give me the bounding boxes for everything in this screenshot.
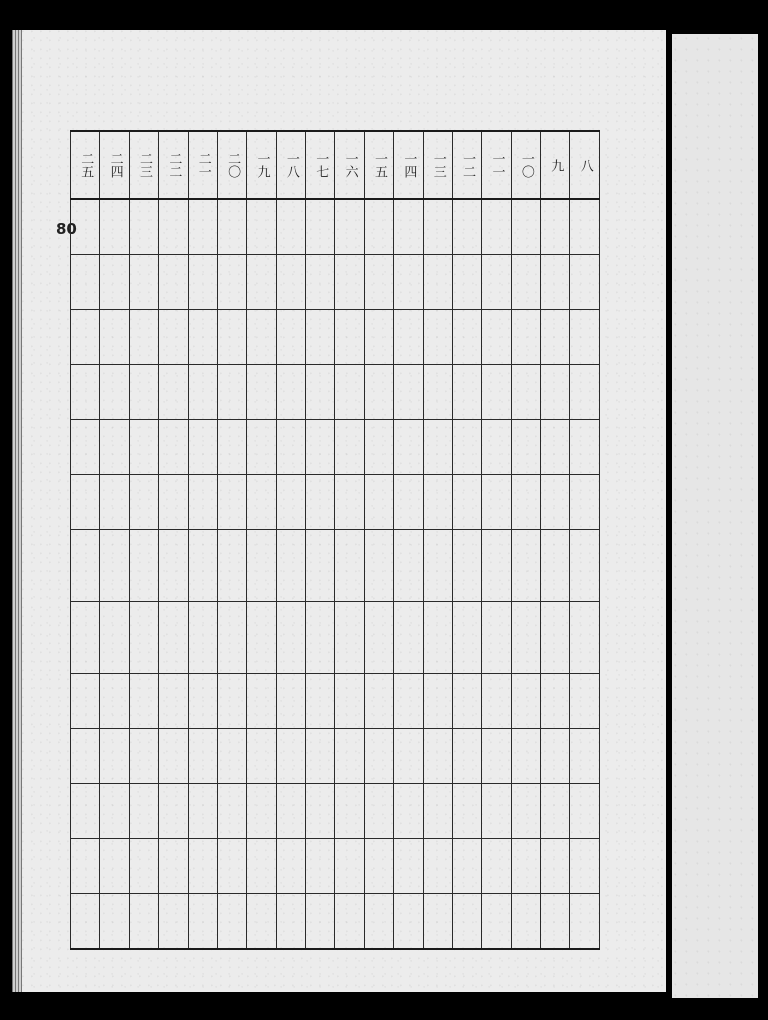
table-row — [71, 728, 600, 783]
column-header: 九 — [541, 131, 570, 199]
table-row — [71, 783, 600, 838]
table-cell — [188, 601, 217, 673]
table-cell — [482, 365, 511, 420]
table-cell — [71, 310, 100, 365]
table-cell — [541, 255, 570, 310]
table-cell — [159, 199, 188, 255]
table-cell — [100, 601, 129, 673]
column-header: 二四 — [100, 131, 129, 199]
table-cell — [452, 199, 481, 255]
column-header: 二二 — [159, 131, 188, 199]
table-cell — [452, 601, 481, 673]
table-cell — [364, 199, 393, 255]
column-header: 一七 — [306, 131, 335, 199]
table-cell — [423, 420, 452, 475]
table-cell — [159, 728, 188, 783]
table-cell — [482, 420, 511, 475]
table-cell — [188, 255, 217, 310]
table-cell — [247, 365, 276, 420]
table-cell — [452, 673, 481, 728]
table-cell — [306, 310, 335, 365]
table-cell — [452, 728, 481, 783]
table-row — [71, 255, 600, 310]
table-cell — [541, 783, 570, 838]
table-cell — [71, 673, 100, 728]
table-cell — [452, 365, 481, 420]
column-header: 一二 — [452, 131, 481, 199]
table-cell — [217, 673, 246, 728]
table-cell — [217, 475, 246, 530]
table-cell — [511, 673, 540, 728]
table-cell — [306, 601, 335, 673]
table-cell — [129, 838, 158, 893]
table-cell — [364, 365, 393, 420]
table-cell — [159, 783, 188, 838]
table-cell — [452, 420, 481, 475]
table-cell — [159, 838, 188, 893]
table-cell — [335, 530, 364, 602]
table-cell — [100, 530, 129, 602]
table-cell — [570, 893, 600, 949]
table-cell — [335, 420, 364, 475]
table-cell — [129, 199, 158, 255]
table-cell — [482, 310, 511, 365]
table-cell — [159, 893, 188, 949]
table-cell — [188, 838, 217, 893]
table-cell — [188, 199, 217, 255]
table-cell — [159, 673, 188, 728]
table-cell — [188, 420, 217, 475]
table-row — [71, 310, 600, 365]
table-cell — [100, 365, 129, 420]
table-cell — [364, 255, 393, 310]
table-cell — [276, 673, 305, 728]
table-cell — [71, 420, 100, 475]
table-cell — [276, 728, 305, 783]
table-cell — [511, 199, 540, 255]
table-cell — [570, 199, 600, 255]
table-cell — [423, 310, 452, 365]
table-cell — [570, 420, 600, 475]
column-header: 一五 — [364, 131, 393, 199]
table-cell — [452, 255, 481, 310]
table-cell — [129, 255, 158, 310]
table-cell — [71, 365, 100, 420]
table-cell — [129, 530, 158, 602]
table-cell — [394, 199, 423, 255]
column-header: 一八 — [276, 131, 305, 199]
table-cell — [482, 255, 511, 310]
table-cell — [570, 838, 600, 893]
column-header: 一六 — [335, 131, 364, 199]
table-cell — [335, 310, 364, 365]
table-cell — [129, 893, 158, 949]
table-cell — [306, 475, 335, 530]
table-cell — [217, 728, 246, 783]
table-row — [71, 420, 600, 475]
table-cell — [541, 420, 570, 475]
table-cell — [541, 310, 570, 365]
table-cell — [482, 783, 511, 838]
table-cell — [570, 475, 600, 530]
table-row — [71, 893, 600, 949]
table-cell — [394, 475, 423, 530]
table-cell — [570, 673, 600, 728]
table-cell — [423, 728, 452, 783]
table-cell — [364, 783, 393, 838]
table-cell — [100, 310, 129, 365]
table-cell — [335, 893, 364, 949]
table-cell — [188, 310, 217, 365]
table-cell — [247, 673, 276, 728]
table-cell — [452, 310, 481, 365]
table-cell — [452, 475, 481, 530]
table-cell — [159, 310, 188, 365]
table-cell — [394, 601, 423, 673]
table-cell — [423, 475, 452, 530]
table-cell — [159, 530, 188, 602]
table-cell — [159, 601, 188, 673]
table-cell — [306, 365, 335, 420]
table-cell — [511, 783, 540, 838]
table-cell — [188, 728, 217, 783]
table-cell — [276, 893, 305, 949]
table-cell — [217, 199, 246, 255]
page-number: 80 — [56, 220, 77, 238]
table-row — [71, 673, 600, 728]
table-cell — [364, 673, 393, 728]
table-cell — [129, 310, 158, 365]
table-cell — [335, 601, 364, 673]
column-header: 一一 — [482, 131, 511, 199]
column-header: 一三 — [423, 131, 452, 199]
table-cell — [394, 420, 423, 475]
table-cell — [71, 255, 100, 310]
table-cell — [541, 199, 570, 255]
table-cell — [306, 255, 335, 310]
table-row — [71, 365, 600, 420]
table-cell — [423, 838, 452, 893]
adjacent-page-edge — [672, 34, 758, 998]
table-cell — [100, 475, 129, 530]
table-cell — [276, 420, 305, 475]
table-cell — [247, 838, 276, 893]
table-cell — [129, 783, 158, 838]
table-cell — [541, 728, 570, 783]
table-cell — [423, 601, 452, 673]
table-cell — [100, 199, 129, 255]
table-cell — [511, 530, 540, 602]
table-row — [71, 530, 600, 602]
table-cell — [217, 838, 246, 893]
column-header: 二〇 — [217, 131, 246, 199]
table-cell — [188, 673, 217, 728]
table-cell — [335, 199, 364, 255]
table-cell — [217, 310, 246, 365]
table-cell — [217, 255, 246, 310]
table-cell — [511, 838, 540, 893]
table-cell — [71, 475, 100, 530]
table-cell — [511, 893, 540, 949]
column-header: 二五 — [71, 131, 100, 199]
table-cell — [570, 728, 600, 783]
table-cell — [335, 475, 364, 530]
table-cell — [247, 783, 276, 838]
table-cell — [570, 601, 600, 673]
table-cell — [276, 783, 305, 838]
table-cell — [276, 838, 305, 893]
table-cell — [188, 365, 217, 420]
table-cell — [188, 783, 217, 838]
table-cell — [482, 601, 511, 673]
table-cell — [335, 838, 364, 893]
table-cell — [394, 893, 423, 949]
table-cell — [247, 893, 276, 949]
table-cell — [100, 728, 129, 783]
table-cell — [511, 255, 540, 310]
table-cell — [511, 420, 540, 475]
table-cell — [217, 365, 246, 420]
table-cell — [423, 893, 452, 949]
column-header: 八 — [570, 131, 600, 199]
table-cell — [394, 673, 423, 728]
column-header: 二一 — [188, 131, 217, 199]
table-cell — [129, 673, 158, 728]
table-cell — [364, 310, 393, 365]
table-header-row — [71, 131, 600, 199]
table-cell — [423, 199, 452, 255]
table-cell — [306, 728, 335, 783]
table-cell — [364, 838, 393, 893]
table-cell — [71, 783, 100, 838]
table-cell — [541, 365, 570, 420]
table-cell — [482, 893, 511, 949]
table-cell — [570, 783, 600, 838]
table-cell — [129, 475, 158, 530]
table-cell — [306, 838, 335, 893]
table-cell — [364, 601, 393, 673]
table-cell — [100, 893, 129, 949]
table-cell — [364, 420, 393, 475]
table-cell — [364, 893, 393, 949]
table-cell — [306, 199, 335, 255]
table-cell — [306, 893, 335, 949]
table-cell — [335, 728, 364, 783]
table-cell — [100, 838, 129, 893]
table-cell — [423, 255, 452, 310]
table-cell — [394, 783, 423, 838]
table-cell — [394, 530, 423, 602]
table-cell — [511, 310, 540, 365]
table-cell — [423, 783, 452, 838]
table-cell — [247, 420, 276, 475]
table-cell — [394, 310, 423, 365]
table-cell — [276, 475, 305, 530]
table-cell — [276, 310, 305, 365]
table-cell — [452, 893, 481, 949]
table-cell — [71, 530, 100, 602]
table-cell — [276, 199, 305, 255]
table-cell — [335, 673, 364, 728]
table-cell — [306, 420, 335, 475]
table-cell — [100, 783, 129, 838]
table-cell — [482, 199, 511, 255]
table-cell — [394, 365, 423, 420]
table-cell — [482, 673, 511, 728]
table-cell — [541, 601, 570, 673]
table-cell — [188, 475, 217, 530]
table-cell — [159, 420, 188, 475]
table-cell — [511, 475, 540, 530]
table-cell — [364, 475, 393, 530]
table-row — [71, 601, 600, 673]
table-cell — [306, 783, 335, 838]
table-cell — [541, 893, 570, 949]
table-cell — [217, 530, 246, 602]
table-cell — [570, 255, 600, 310]
table-cell — [159, 365, 188, 420]
table-cell — [541, 673, 570, 728]
table-cell — [100, 255, 129, 310]
table-cell — [482, 838, 511, 893]
table-cell — [423, 673, 452, 728]
table-cell — [335, 783, 364, 838]
column-header: 一九 — [247, 131, 276, 199]
table-cell — [482, 728, 511, 783]
table-cell — [541, 475, 570, 530]
table-cell — [306, 673, 335, 728]
table-cell — [482, 475, 511, 530]
table-cell — [71, 601, 100, 673]
table-cell — [71, 728, 100, 783]
table-body — [71, 199, 600, 949]
table-cell — [276, 601, 305, 673]
table-cell — [452, 530, 481, 602]
column-header: 一〇 — [511, 131, 540, 199]
table-cell — [217, 893, 246, 949]
table-cell — [570, 310, 600, 365]
column-header: 一四 — [394, 131, 423, 199]
table-cell — [247, 601, 276, 673]
table-cell — [335, 255, 364, 310]
numeric-table — [70, 130, 600, 950]
table-cell — [247, 310, 276, 365]
table-cell — [511, 601, 540, 673]
table-cell — [306, 530, 335, 602]
table-cell — [570, 365, 600, 420]
table-cell — [247, 728, 276, 783]
table-cell — [482, 530, 511, 602]
table-cell — [129, 601, 158, 673]
table-cell — [394, 728, 423, 783]
table-row — [71, 475, 600, 530]
table-cell — [217, 783, 246, 838]
table-cell — [129, 365, 158, 420]
table-cell — [217, 420, 246, 475]
table-cell — [129, 728, 158, 783]
table-cell — [541, 838, 570, 893]
table-cell — [247, 255, 276, 310]
table-cell — [452, 838, 481, 893]
table-cell — [511, 365, 540, 420]
table-cell — [541, 530, 570, 602]
table-cell — [71, 893, 100, 949]
table-cell — [511, 728, 540, 783]
table-cell — [247, 199, 276, 255]
table-cell — [188, 530, 217, 602]
column-header: 二三 — [129, 131, 158, 199]
table-cell — [452, 783, 481, 838]
table-cell — [423, 365, 452, 420]
table-cell — [159, 475, 188, 530]
table-cell — [159, 255, 188, 310]
table-cell — [217, 601, 246, 673]
table-cell — [247, 475, 276, 530]
table-cell — [247, 530, 276, 602]
table-cell — [276, 365, 305, 420]
table-cell — [276, 530, 305, 602]
table-cell — [129, 420, 158, 475]
table-cell — [276, 255, 305, 310]
table-cell — [100, 420, 129, 475]
table-row — [71, 199, 600, 255]
table-cell — [71, 838, 100, 893]
table-cell — [394, 255, 423, 310]
table-cell — [423, 530, 452, 602]
table-cell — [100, 673, 129, 728]
table-cell — [188, 893, 217, 949]
table-cell — [570, 530, 600, 602]
table-cell — [394, 838, 423, 893]
table-cell — [364, 530, 393, 602]
table-cell — [335, 365, 364, 420]
table-cell — [71, 199, 100, 255]
table-cell — [364, 728, 393, 783]
table-row — [71, 838, 600, 893]
